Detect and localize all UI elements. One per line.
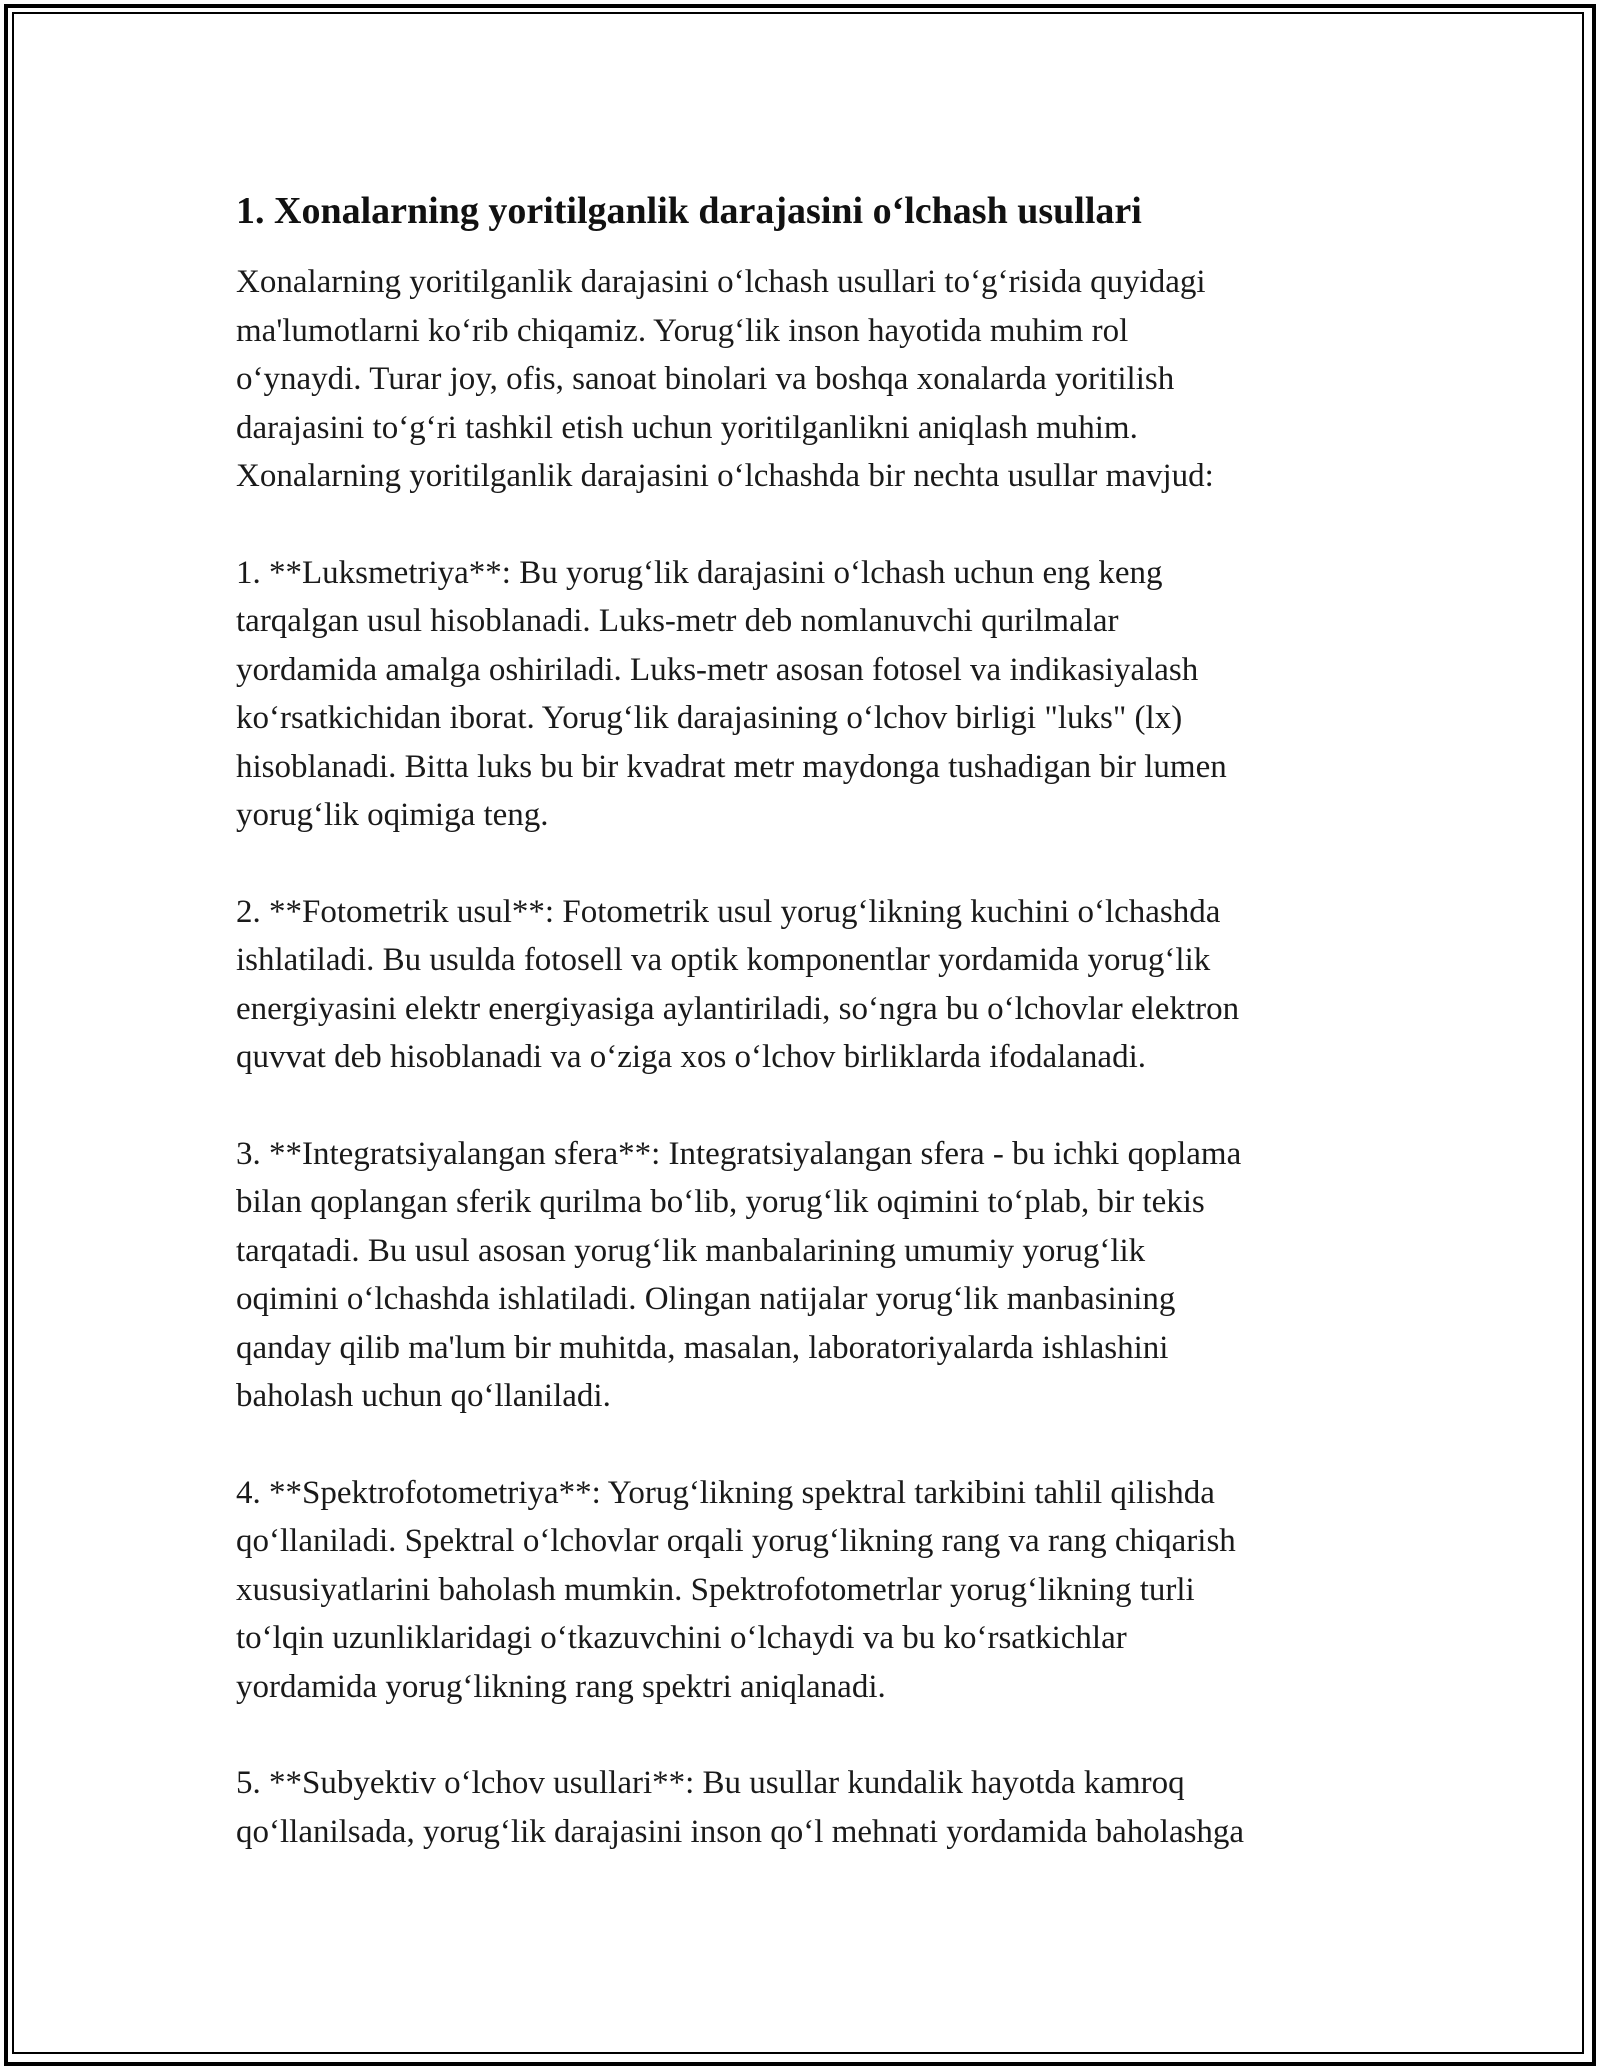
method-subyektiv-paragraph: 5. **Subyektiv o‘lchov usullari**: Bu usullar kundalik hayotda kamroq qo‘llanilsada, yorug‘lik darajasini inson qo‘l mehnati yordamida baholashga bbox=[236, 1765, 1245, 1850]
method-spektrofotometriya-paragraph: 4. **Spektrofotometriya**: Yorug‘likning spektral tarkibini tahlil qilishda qo‘llaniladi. Spektral o‘lchovlar orqali yorug‘likning rang va rang chiqarish xususiyatlarini baholash mumkin. Spektrofotometrlar yorug‘likning turli to‘lqin uzunliklaridagi o‘tkazuvchini o‘lchaydi va bu ko‘rsatkichlar yordamida yorug‘likning rang spektri aniqlanadi. bbox=[236, 1474, 1236, 1705]
intro-paragraph: Xonalarning yoritilganlik darajasini o‘lchash usullari to‘g‘risida quyidagi ma'lumotlarni ko‘rib chiqamiz. Yorug‘lik inson hayotida muhim rol o‘ynaydi. Turar joy, ofis, sanoat binolari va boshqa xonalarda yoritilish darajasini to‘g‘ri tashkil etish uchun yoritilganlikni aniqlash muhim. Xonalarning yoritilganlik darajasini o‘lchashda bir nechta usullar mavjud: bbox=[236, 264, 1214, 494]
method-luksmetriya-paragraph: 1. **Luksmetriya**: Bu yorug‘lik darajasini o‘lchash uchun eng keng tarqalgan usul hisoblanadi. Luks-metr deb nomlanuvchi qurilmalar yordamida amalga oshiriladi. Luks-metr asosan fotosel va indikasiyalash ko‘rsatkichidan iborat. Yorug‘lik darajasining o‘lchov birligi "luks" (lx) hisoblanadi. Bitta luks bu bir kvadrat metr maydonga tushadigan bir lumen yorug‘lik oqimiga teng. bbox=[236, 554, 1227, 833]
document-body bbox=[236, 186, 1376, 1904]
method-sfera-paragraph: 3. **Integratsiyalangan sfera**: Integratsiyalangan sfera - bu ichki qoplama bilan qoplangan sferik qurilma bo‘lib, yorug‘lik oqimini to‘plab, bir tekis tarqatadi. Bu usul asosan yorug‘lik manbalarining umumiy yorug‘lik oqimini o‘lchashda ishlatiladi. Olingan natijalar yorug‘lik manbasining qanday qilib ma'lum bir muhitda, masalan, laboratoriyalarda ishlashini baholash uchun qo‘llaniladi. bbox=[236, 1135, 1242, 1414]
document-title: 1. Xonalarning yoritilganlik darajasini o‘lchash usullari bbox=[236, 190, 1142, 232]
method-fotometrik-paragraph: 2. **Fotometrik usul**: Fotometrik usul yorug‘likning kuchini o‘lchashda ishlatiladi. Bu usulda fotosell va optik komponentlar yordamida yorug‘lik energiyasini elektr energiyasiga aylantiriladi, so‘ngra bu o‘lchovlar elektron quvvat deb hisoblanadi va o‘ziga xos o‘lchov birliklarda ifodalanadi. bbox=[236, 893, 1240, 1075]
